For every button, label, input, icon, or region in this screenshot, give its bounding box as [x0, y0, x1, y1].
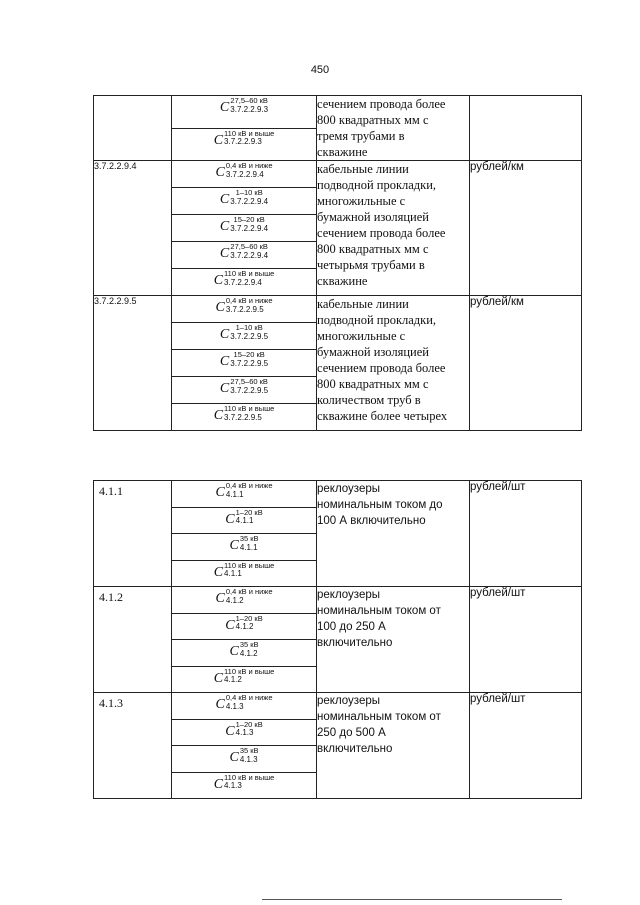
rate-formula	[220, 242, 268, 266]
description-line: 800 квадратных мм с	[317, 113, 429, 127]
item-description-cell	[317, 693, 470, 799]
rate-formula-cell	[172, 772, 317, 799]
description-line: бумажной изоляцией	[317, 210, 429, 224]
formula-base: C	[225, 617, 235, 633]
table-row	[94, 587, 582, 614]
formula-index: 4.1.1	[239, 542, 258, 552]
item-code-cell	[94, 296, 172, 431]
rate-formula-cell	[172, 560, 317, 587]
rate-formula	[214, 561, 275, 585]
rate-formula-cell	[172, 640, 317, 667]
rate-formula-cell	[172, 746, 317, 773]
formula-scripts	[226, 161, 273, 179]
formula-scripts	[224, 404, 274, 422]
rate-formula	[229, 534, 258, 558]
item-code-cell	[94, 481, 172, 587]
formula-voltage: 15–20 кВ	[233, 350, 265, 359]
rate-formula	[214, 404, 275, 428]
description-line: 250 до 500 А	[317, 727, 386, 739]
rate-formula-cell	[172, 481, 317, 508]
formula-voltage: 35 кВ	[239, 640, 259, 649]
formula-voltage: 0,4 кВ и ниже	[225, 161, 273, 170]
table-row	[94, 296, 582, 323]
formula-voltage: 27,5–60 кВ	[230, 377, 268, 386]
formula-scripts	[226, 296, 273, 314]
rate-formula-cell	[172, 613, 317, 640]
rate-formula	[214, 129, 275, 153]
formula-scripts	[224, 561, 274, 579]
description-line: включительно	[317, 743, 393, 755]
formula-voltage: 0,4 кВ и ниже	[225, 587, 273, 596]
formula-index: 3.7.2.2.9.4	[230, 250, 269, 260]
formula-index: 3.7.2.2.9.4	[230, 196, 269, 206]
formula-index: 4.1.1	[224, 569, 242, 578]
item-code-cell	[94, 693, 172, 799]
unit-cell	[470, 693, 582, 799]
formula-index: 3.7.2.2.9.4	[224, 277, 262, 287]
description-line: сечением провода более	[317, 97, 446, 111]
description-line: количеством труб в	[317, 393, 421, 407]
rate-formula	[214, 667, 275, 691]
rate-formula-cell	[172, 323, 317, 350]
rate-formula	[215, 481, 272, 505]
item-description-cell	[317, 96, 470, 161]
rate-formula-cell	[172, 161, 317, 188]
formula-voltage: 1–20 кВ	[235, 719, 263, 729]
rate-formula	[220, 96, 268, 120]
formula-base: C	[213, 670, 224, 686]
item-description-cell	[317, 296, 470, 431]
formula-base: C	[215, 591, 225, 606]
item-description-cell	[317, 587, 470, 693]
rate-formula	[225, 614, 262, 638]
rate-formula	[214, 269, 275, 293]
formula-scripts	[230, 242, 268, 260]
formula-scripts	[226, 481, 273, 499]
formula-base: C	[219, 327, 230, 342]
formula-base: C	[229, 644, 239, 659]
description-line: подводной прокладки,	[317, 178, 437, 192]
description-line: реклоузеры	[317, 589, 381, 601]
formula-voltage: 27,5–60 кВ	[230, 242, 268, 251]
rate-formula-cell	[172, 587, 317, 614]
rate-formula	[229, 746, 258, 770]
formula-scripts	[240, 534, 259, 552]
formula-voltage: 1–10 кВ	[235, 188, 263, 197]
item-description-cell	[317, 161, 470, 296]
description-line: 100 до 250 А	[317, 621, 386, 633]
formula-voltage: 0,4 кВ и ниже	[225, 481, 273, 490]
formula-base: C	[213, 564, 224, 580]
formula-voltage: 35 кВ	[239, 534, 259, 543]
formula-scripts	[236, 508, 263, 526]
description-line: реклоузеры	[317, 483, 381, 495]
formula-scripts	[224, 773, 274, 791]
description-line: тремя трубами в	[317, 129, 405, 143]
item-code-cell	[94, 96, 172, 161]
description-line: 800 квадратных мм с	[317, 377, 429, 391]
formula-index: 4.1.3	[239, 754, 258, 764]
formula-index: 3.7.2.2.9.3	[230, 104, 269, 114]
formula-index: 4.1.2	[224, 675, 242, 684]
unit-of-measure: рублей/км	[470, 161, 524, 173]
description-line: реклоузеры	[317, 695, 381, 707]
item-code: 4.1.2	[99, 590, 123, 604]
description-line: скважине более четырех	[317, 409, 448, 423]
rate-formula-cell	[172, 242, 317, 269]
formula-index: 3.7.2.2.9.4	[225, 169, 264, 179]
rate-formula-cell	[172, 96, 317, 129]
table-row	[94, 481, 582, 508]
formula-voltage: 0,4 кВ и ниже	[225, 693, 273, 702]
item-code-cell	[94, 161, 172, 296]
formula-scripts	[230, 377, 268, 395]
formula-voltage: 1–20 кВ	[235, 507, 263, 517]
formula-scripts	[240, 640, 259, 658]
description-line: четырьмя трубами в	[317, 258, 425, 272]
rate-formula-cell	[172, 666, 317, 693]
formula-index: 4.1.3	[225, 701, 244, 711]
formula-voltage: 15–20 кВ	[233, 215, 265, 224]
rate-formula	[214, 773, 275, 797]
formula-voltage: 110 кВ и выше	[224, 560, 275, 570]
unit-cell	[470, 96, 582, 161]
rate-formula-cell	[172, 507, 317, 534]
rate-formula-cell	[172, 296, 317, 323]
rate-formula	[220, 350, 268, 374]
formula-scripts	[226, 693, 273, 711]
formula-base: C	[215, 697, 225, 712]
item-code: 3.7.2.2.9.4	[94, 161, 137, 171]
item-description-cell	[317, 481, 470, 587]
item-code: 4.1.3	[99, 696, 123, 710]
tariff-table-reclosers	[93, 480, 582, 799]
footer-rule	[262, 899, 562, 900]
table-row	[94, 161, 582, 188]
formula-base: C	[213, 273, 224, 288]
item-code-cell	[94, 587, 172, 693]
description-line: номинальным током до	[317, 499, 443, 511]
formula-index: 4.1.3	[235, 728, 254, 737]
formula-index: 4.1.2	[235, 622, 254, 631]
rate-formula-cell	[172, 188, 317, 215]
rate-formula-cell	[172, 693, 317, 720]
formula-base: C	[225, 723, 235, 739]
formula-base: C	[219, 100, 230, 115]
formula-base: C	[219, 219, 230, 234]
formula-base: C	[213, 408, 224, 423]
formula-scripts	[240, 746, 259, 764]
rate-formula	[220, 188, 268, 212]
unit-cell	[470, 587, 582, 693]
formula-base: C	[215, 485, 225, 500]
formula-index: 4.1.1	[235, 516, 254, 525]
rate-formula-cell	[172, 215, 317, 242]
rate-formula	[215, 296, 272, 320]
formula-voltage: 0,4 кВ и ниже	[225, 296, 273, 305]
formula-base: C	[229, 538, 239, 553]
description-line: 800 квадратных мм с	[317, 242, 429, 256]
formula-base: C	[219, 246, 230, 261]
description-line: сечением провода более	[317, 361, 446, 375]
formula-voltage: 110 кВ и выше	[224, 772, 275, 782]
formula-index: 3.7.2.2.9.5	[225, 304, 264, 314]
formula-index: 3.7.2.2.9.5	[224, 412, 262, 422]
formula-index: 4.1.2	[239, 648, 258, 658]
formula-base: C	[213, 776, 224, 792]
formula-scripts	[230, 188, 268, 206]
formula-scripts	[230, 323, 268, 341]
description-line: кабельные линии	[317, 297, 409, 311]
rate-formula-cell	[172, 377, 317, 404]
rate-formula	[220, 215, 268, 239]
item-code: 4.1.1	[99, 484, 123, 498]
formula-base: C	[213, 132, 224, 148]
rate-formula	[225, 508, 262, 532]
description-line: многожильные с	[317, 329, 406, 343]
formula-index: 3.7.2.2.9.3	[224, 137, 262, 146]
unit-cell	[470, 481, 582, 587]
formula-scripts	[230, 350, 268, 368]
description-line: 100 А включительно	[317, 515, 426, 527]
formula-voltage: 110 кВ и выше	[224, 128, 275, 138]
formula-base: C	[219, 381, 230, 396]
formula-scripts	[226, 587, 273, 605]
formula-base: C	[219, 354, 230, 369]
description-line: сечением провода более	[317, 226, 446, 240]
unit-of-measure: рублей/шт	[470, 481, 526, 493]
rate-formula	[220, 377, 268, 401]
formula-voltage: 110 кВ и выше	[224, 269, 275, 278]
description-line: подводной прокладки,	[317, 313, 437, 327]
formula-index: 3.7.2.2.9.4	[230, 223, 269, 233]
page-number: 450	[310, 64, 330, 76]
formula-index: 3.7.2.2.9.5	[230, 358, 269, 368]
formula-voltage: 1–20 кВ	[235, 613, 263, 623]
formula-scripts	[224, 269, 274, 287]
unit-of-measure: рублей/км	[470, 296, 524, 308]
item-code: 3.7.2.2.9.5	[94, 296, 137, 306]
formula-index: 4.1.2	[225, 595, 244, 605]
formula-base: C	[229, 750, 239, 765]
formula-scripts	[230, 96, 268, 114]
table-row	[94, 96, 582, 129]
description-line: кабельные линии	[317, 162, 409, 176]
formula-voltage: 110 кВ и выше	[224, 666, 275, 676]
unit-cell	[470, 296, 582, 431]
unit-cell	[470, 161, 582, 296]
formula-base: C	[215, 165, 225, 180]
formula-scripts	[224, 129, 274, 147]
formula-voltage: 27,5–60 кВ	[230, 96, 268, 105]
rate-formula	[220, 323, 268, 347]
rate-formula	[215, 587, 272, 611]
rate-formula	[225, 720, 262, 744]
formula-voltage: 110 кВ и выше	[224, 404, 275, 413]
description-line: скважине	[317, 274, 368, 288]
formula-voltage: 35 кВ	[239, 746, 259, 755]
description-line: номинальным током от	[317, 605, 441, 617]
rate-formula-cell	[172, 269, 317, 296]
formula-index: 3.7.2.2.9.5	[230, 385, 269, 395]
rate-formula-cell	[172, 404, 317, 431]
table-row	[94, 693, 582, 720]
formula-base: C	[225, 511, 235, 527]
unit-of-measure: рублей/шт	[470, 693, 526, 705]
formula-base: C	[219, 192, 230, 207]
rate-formula	[229, 640, 258, 664]
description-line: скважине	[317, 145, 368, 159]
formula-scripts	[230, 215, 268, 233]
rate-formula-cell	[172, 534, 317, 561]
unit-of-measure: рублей/шт	[470, 587, 526, 599]
description-line: бумажной изоляцией	[317, 345, 429, 359]
formula-index: 4.1.3	[224, 781, 242, 790]
description-line: многожильные с	[317, 194, 406, 208]
formula-index: 4.1.1	[225, 489, 244, 499]
description-line: включительно	[317, 637, 393, 649]
formula-base: C	[215, 300, 225, 315]
rate-formula-cell	[172, 128, 317, 161]
formula-scripts	[236, 614, 263, 632]
formula-index: 3.7.2.2.9.5	[230, 331, 269, 341]
tariff-table-cables	[93, 95, 582, 431]
formula-voltage: 1–10 кВ	[235, 323, 263, 332]
rate-formula	[215, 693, 272, 717]
rate-formula	[215, 161, 272, 185]
formula-scripts	[224, 667, 274, 685]
formula-scripts	[236, 720, 263, 738]
rate-formula-cell	[172, 719, 317, 746]
description-line: номинальным током от	[317, 711, 441, 723]
rate-formula-cell	[172, 350, 317, 377]
